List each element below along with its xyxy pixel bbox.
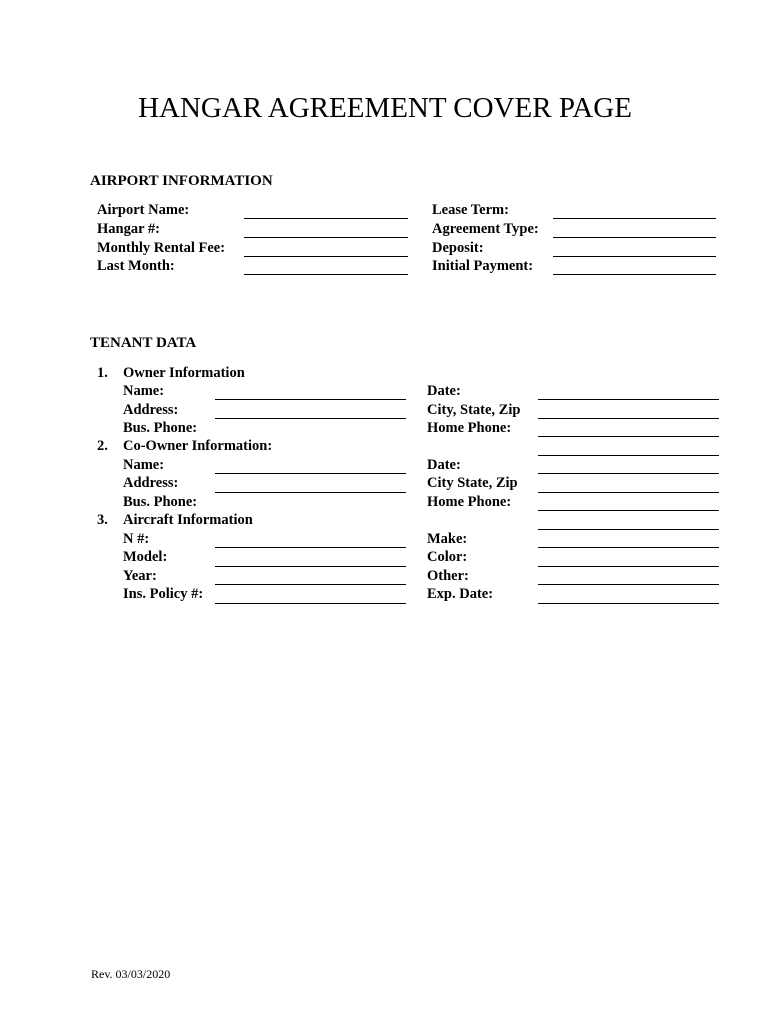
aircraft-n-number-field[interactable] <box>215 547 406 548</box>
owner-date-label: Date: <box>427 383 461 399</box>
coowner-number: 2. <box>97 438 108 454</box>
aircraft-make-field[interactable] <box>538 547 719 548</box>
aircraft-number: 3. <box>97 512 108 528</box>
hangar-number-label: Hangar #: <box>97 221 160 237</box>
agreement-type-field[interactable] <box>553 237 716 238</box>
aircraft-ins-policy-field[interactable] <box>215 603 406 604</box>
owner-home-phone-field[interactable] <box>538 436 719 437</box>
owner-home-phone-label: Home Phone: <box>427 420 512 436</box>
coowner-name-label: Name: <box>123 457 165 473</box>
aircraft-other-field[interactable] <box>538 584 719 585</box>
owner-name-field[interactable] <box>215 399 406 400</box>
owner-date-field[interactable] <box>538 399 719 400</box>
deposit-label: Deposit: <box>432 240 484 256</box>
revision-footer: Rev. 03/03/2020 <box>91 967 171 981</box>
last-month-field[interactable] <box>244 274 408 275</box>
airport-name-field[interactable] <box>244 218 408 219</box>
lease-term-field[interactable] <box>553 218 716 219</box>
initial-payment-field[interactable] <box>553 274 716 275</box>
agreement-type-label: Agreement Type: <box>432 221 539 237</box>
aircraft-year-field[interactable] <box>215 584 406 585</box>
owner-address-label: Address: <box>123 402 179 418</box>
coowner-name-field[interactable] <box>215 473 406 474</box>
deposit-field[interactable] <box>553 256 716 257</box>
hangar-number-field[interactable] <box>244 237 408 238</box>
tenant-data-heading: TENANT DATA <box>90 335 197 351</box>
aircraft-information-heading: Aircraft Information <box>123 512 253 528</box>
initial-payment-label: Initial Payment: <box>432 258 534 274</box>
airport-name-label: Airport Name: <box>97 202 190 218</box>
owner-bus-phone-label: Bus. Phone: <box>123 420 198 436</box>
page-title: HANGAR AGREEMENT COVER PAGE <box>138 92 632 124</box>
coowner-address-field[interactable] <box>215 492 406 493</box>
aircraft-model-label: Model: <box>123 549 168 565</box>
owner-address-field[interactable] <box>215 418 406 419</box>
coowner-address-label: Address: <box>123 475 179 491</box>
aircraft-model-field[interactable] <box>215 566 406 567</box>
aircraft-exp-date-label: Exp. Date: <box>427 586 494 602</box>
aircraft-make-label: Make: <box>427 531 468 547</box>
owner-name-label: Name: <box>123 383 165 399</box>
owner-city-state-zip-label: City, State, Zip <box>427 402 521 418</box>
coowner-bus-phone-label: Bus. Phone: <box>123 494 198 510</box>
coowner-city-state-zip-label: City State, Zip <box>427 475 518 491</box>
coowner-extra-field[interactable] <box>538 529 719 530</box>
coowner-date-field[interactable] <box>538 473 719 474</box>
aircraft-other-label: Other: <box>427 568 469 584</box>
coowner-city-state-zip-field[interactable] <box>538 492 719 493</box>
owner-number: 1. <box>97 365 108 381</box>
owner-city-state-zip-field[interactable] <box>538 418 719 419</box>
coowner-home-phone-field[interactable] <box>538 510 719 511</box>
aircraft-n-number-label: N #: <box>123 531 150 547</box>
aircraft-color-label: Color: <box>427 549 468 565</box>
owner-extra-field[interactable] <box>538 455 719 456</box>
aircraft-year-label: Year: <box>123 568 157 584</box>
lease-term-label: Lease Term: <box>432 202 509 218</box>
aircraft-color-field[interactable] <box>538 566 719 567</box>
coowner-home-phone-label: Home Phone: <box>427 494 512 510</box>
airport-information-heading: AIRPORT INFORMATION <box>90 173 273 189</box>
aircraft-exp-date-field[interactable] <box>538 603 719 604</box>
coowner-date-label: Date: <box>427 457 461 473</box>
monthly-rental-fee-field[interactable] <box>244 256 408 257</box>
last-month-label: Last Month: <box>97 258 175 274</box>
monthly-rental-fee-label: Monthly Rental Fee: <box>97 240 226 256</box>
owner-information-heading: Owner Information <box>123 365 245 381</box>
coowner-information-heading: Co-Owner Information: <box>123 438 273 454</box>
aircraft-ins-policy-label: Ins. Policy #: <box>123 586 204 602</box>
